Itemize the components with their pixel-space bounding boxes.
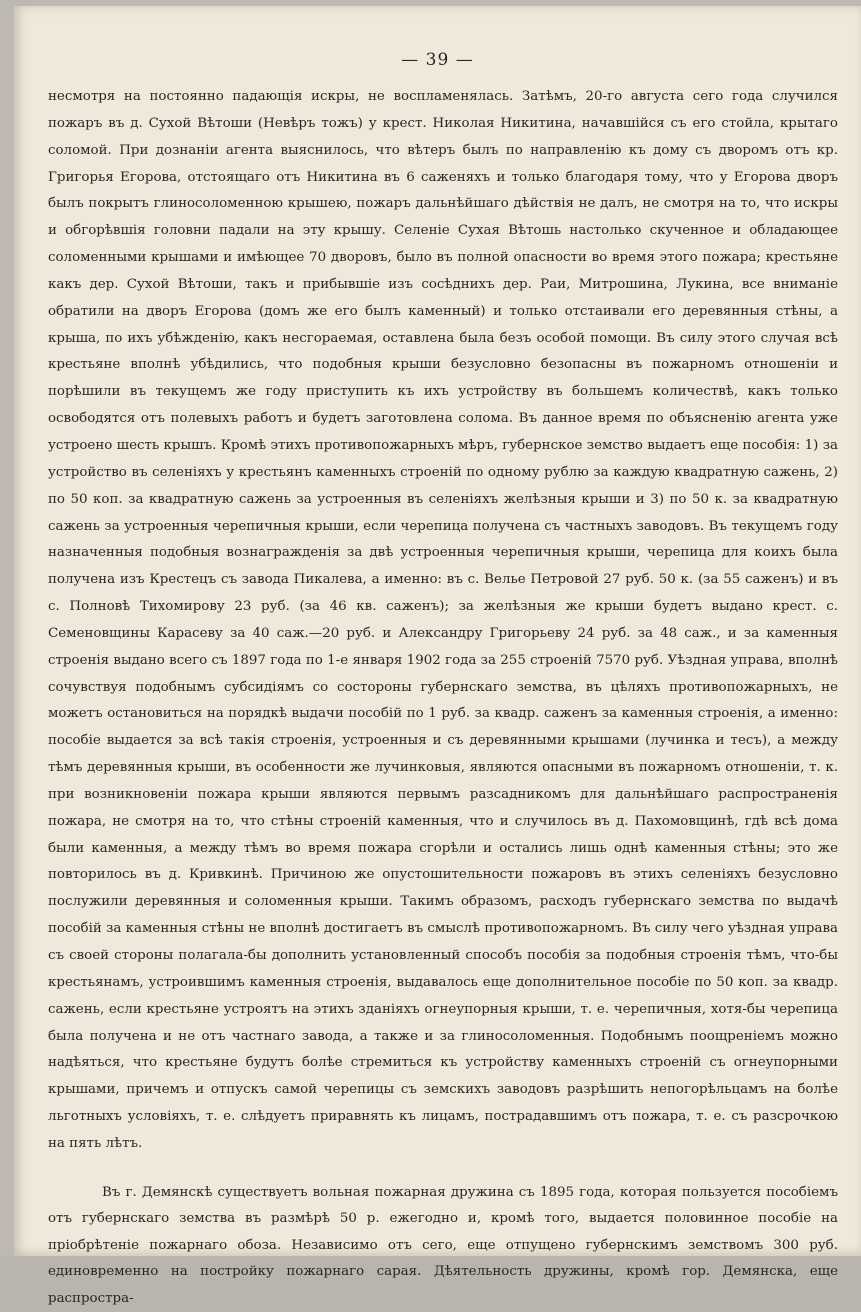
body-text — [48, 84, 838, 1312]
document-page — [14, 6, 861, 1306]
paragraph-2: Въ г. Демянскѣ существуетъ вольная пожарная дружина съ 1895 года, которая пользуется пособіемъ отъ губернскаго земства въ размѣрѣ 50 р. ежегодно и, кромѣ того, выдается половинное пособіе на пріобрѣтеніе пожарнаго обоза. Независимо отъ сего, еще отпущено губернскимъ земствомъ 300 руб. единовременно на постройку пожарнаго сарая. Дѣятельность дружины, кромѣ гор. Демянска, еще распростра- — [48, 1184, 838, 1306]
page-number: — 39 — — [401, 50, 474, 70]
paragraph-1: несмотря на постоянно падающія искры, не воспламенялась. Затѣмъ, 20-го августа сего года случился пожаръ въ д. Сухой Вѣтоши (Невѣръ тожъ) у крест. Николая Никитина, начавшійся съ его стойла, крытаго соломой. При дознаніи агента выяснилось, что вѣтеръ былъ по направленію къ дому съ дворомъ отъ кр. Григорья Егорова, отстоящаго отъ Никитина въ 6 саженяхъ и только благодаря тому, что у Егорова дворъ былъ покрытъ глиносоломенною крышею, пожаръ дальнѣйшаго дѣйствія не далъ, не смотря на то, что искры и обгорѣвшія головни падали на эту крышу. Селеніе Сухая Вѣтошь настолько скученное и обладающее соломенными крышами и имѣющее 70 дворовъ, было въ полной опасности во время этого пожара; крестьяне какъ дер. Сухой Вѣтоши, такъ и прибывшіе изъ сосѣднихъ дер. Раи, Митрошина, Лукина, все вниманіе обратили на дворъ Егорова (домъ же его былъ каменный) и только отстаивали его деревянныя стѣны, а крыша, по ихъ убѣжденію, какъ несгораемая, оставлена была безъ особой помощи. Въ силу этого случая всѣ крестьяне вполнѣ убѣдились, что подобныя крыши безусловно безопасны въ пожарномъ отношеніи и порѣшили въ текущемъ же году приступить къ ихъ устройству въ большемъ количествѣ, какъ только освободятся отъ полевыхъ работъ и будетъ заготовлена солома. Въ данное время по объясненію агента уже устроено шесть крышъ. Кромѣ этихъ противопожарныхъ мѣръ, губернское земство выдаетъ еще пособія: 1) за устройство въ селеніяхъ у крестьянъ каменныхъ строеній по одному рублю за каждую квадратную сажень, 2) по 50 коп. за квадратную сажень за устроенныя въ селеніяхъ желѣзныя крыши и 3) по 50 к. за квадратную сажень за устроенныя черепичныя крыши, если черепица получена съ частныхъ заводовъ. Въ текущемъ году назначенныя подобныя вознагражденія за двѣ устроенныя черепичныя крыши, черепица для коихъ была получена изъ Крестецъ съ завода Пикалева, а именно: въ с. Велье Петровой 27 руб. 50 к. (за 55 саженъ) и въ с. Полновѣ Тихомирову 23 руб. (за 46 кв. саженъ); за желѣзныя же крыши будетъ выдано крест. с. Семеновщины Карасеву за 40 саж.—20 руб. и Александру Григорьеву 24 руб. за 48 саж., и за каменныя строенія выдано всего съ 1897 года по 1-е января 1902 года за 255 строеній 7570 руб. Уѣздная управа, вполнѣ сочувствуя подобнымъ субсидіямъ со состороны губернскаго земства, въ цѣляхъ противопожарныхъ, не можетъ остановиться на порядкѣ выдачи пособій по 1 руб. за квадр. саженъ за каменныя строенія, а именно: пособіе выдается за всѣ такія строенія, устроенныя и съ деревянными крышами (лучинка и тесъ), а между тѣмъ деревянныя крыши, въ особенности же лучинковыя, являются опасными въ пожарномъ отношеніи, т. к. при возникновеніи пожара крыши являются первымъ разсадникомъ для дальнѣйшаго распространенія пожара, не смотря на то, что стѣны строеній каменныя, что и случилось въ д. Пахомовщинѣ, гдѣ всѣ дома были каменныя, а между тѣмъ во время пожара сгорѣли и остались лишь однѣ каменныя стѣны; это же повторилось въ д. Кривкинѣ. Причиною же опустошительности пожаровъ въ этихъ селеніяхъ безусловно послужили деревянныя и соломенныя крыши. Такимъ образомъ, расходъ губернскаго земства по выдачѣ пособій за каменныя стѣны не вполнѣ достигаетъ въ смыслѣ противопожарномъ. Въ силу чего уѣздная управа съ своей стороны полагала-бы дополнить установленный способъ пособія за подобныя строенія тѣмъ, что-бы крестьянамъ, устроившимъ каменныя строенія, выдавалось еще дополнительное пособіе по 50 коп. за квадр. сажень, если крестьяне устроятъ на этихъ зданіяхъ огнеупорныя крыши, т. е. черепичныя, хотя-бы черепица была получена и не отъ частнаго завода, а также и за глиносоломенныя. Подобнымъ поощреніемъ можно надѣяться, что крестьяне будутъ болѣе стремиться къ устройству каменныхъ строеній съ огнеупорными крышами, причемъ и отпускъ самой черепицы съ земскихъ заводовъ разрѣшить непогорѣльцамъ на болѣе льготныхъ условіяхъ, т. е. слѣдуетъ приравнять къ лицамъ, пострадавшимъ отъ пожара, т. е. съ разсрочкою на пять лѣтъ. — [48, 89, 838, 1151]
